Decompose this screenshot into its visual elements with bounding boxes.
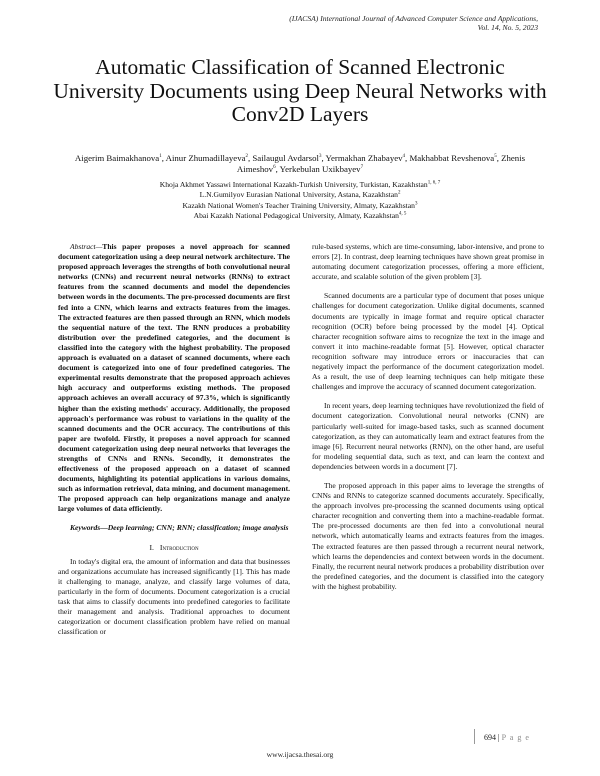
author-name: , Zhenis Aimeshov xyxy=(236,153,526,174)
author-sup: 1 xyxy=(159,154,162,160)
intro-paragraph: In today's digital era, the amount of information and data that businesses and organizations accumulate has increased significantly [1]. This has made it challenging to manage, analyze, and classify large volumes of data, particularly in the form of documents. Document categorization is a crucial task that aims to classify documents into predefined categories to facilitate their management and analysis. Traditional approaches to document categorization or document classification problem have relied on manual classification or xyxy=(58,556,290,637)
body-paragraph: The proposed approach in this paper aims to leverage the strengths of CNNs and RNNs to categorize scanned documents accurately. Specifically, the approach involves pre-processing the scanned documents using optical character recognition and converting them into a machine-readable format. The pre-processed documents are then fed into a convolutional neural network, which automatically learns and extracts features from the images. The extracted features are then passed through a recurrent neural network, which learns the dependencies and context between words in the document. Finally, the recurrent neural network produces a probability distribution over the predefined categories, and the document is classified into the category with the highest probability. xyxy=(312,480,544,591)
affiliation xyxy=(100,180,500,190)
left-column xyxy=(58,242,290,637)
affiliation-sup: 1, 6, 7 xyxy=(427,180,441,186)
section-number: I. xyxy=(149,542,154,552)
affiliation-text: L.N.Gumilyov Eurasian National University, Astana, Kazakhstan xyxy=(199,190,398,200)
author-name: , Ainur Zhumadillayeva xyxy=(161,153,246,163)
abstract xyxy=(58,242,290,515)
affiliation-list xyxy=(100,180,500,221)
affiliation-sup: 4, 5 xyxy=(398,211,407,217)
body-paragraph: In recent years, deep learning techniques have revolutionized the field of document categorization. Convolutional neural networks (CNN) are particularly well-suited for image-based tasks, such as scanned document categorization, as they can automatically learn and extract features from the image [6]. Recurrent neural networks (RNN), on the other hand, are useful for modeling sequential data, such as text, and can learn the context and dependencies between words in a document [7]. xyxy=(312,401,544,471)
section-heading xyxy=(58,543,290,553)
body-paragraph: rule-based systems, which are time-consuming, labor-intensive, and prone to errors [2]. In contrast, deep learning techniques have shown great promise in automating document categorization processes, offering a more efficient, accurate, and scalable solution of the given problem [3]. xyxy=(312,242,544,282)
author-name: Aigerim Baimakhanova xyxy=(74,153,160,163)
abstract-body: This paper proposes a novel approach for scanned document categorization using a deep neural network architecture. The proposed approach leverages the strengths of both convolutional neural networks (CNNs) and recurrent neural networks (RNNs) to extract features from the scanned documents and model the dependencies between words in the documents. The pre-processed documents are first fed into a CNN, which learns and extracts features from the images. The extracted features are then passed through an RNN, which models the sequential nature of the text. The RNN produces a probability distribution over the predefined categories, and the document is classified into the category with the highest probability. The proposed approach is evaluated on a dataset of scanned documents, where each document is categorized into one of four predefined categories. The experimental results demonstrate that the proposed approach achieves high accuracy and outperforms existing methods. The proposed approach achieves an overall accuracy of 97.3%, which is significantly higher than the existing methods' accuracy. Additionally, the proposed approach's performance was robust to variations in the quality of the scanned documents and the OCR accuracy. The contributions of this paper are twofold. Firstly, it proposes a novel approach for scanned document categorization using deep neural networks that leverages the strengths of CNNs and RNNs. Secondly, it demonstrates the effectiveness of the proposed approach on a dataset of scanned documents, highlighting its potential applications in various domains, such as information retrieval, data mining, and document management. The proposed approach can help organizations manage and analyze large volumes of data efficiently. xyxy=(58,242,290,514)
author-sup: 4 xyxy=(402,154,406,160)
affiliation-sup: 3 xyxy=(414,201,418,207)
author-sup: 7 xyxy=(360,164,364,170)
page-number: 694 | P a g e xyxy=(484,733,530,742)
author-list xyxy=(60,153,540,174)
paper-title: Automatic Classification of Scanned Electronic University Documents using Deep Neural Networks with Conv2D Layers xyxy=(53,55,547,126)
author-name: , Yerkebulan Uxikbayev xyxy=(275,163,361,174)
affiliation xyxy=(100,211,500,221)
author-sup: 5 xyxy=(494,154,497,160)
footer-url[interactable]: www.ijacsa.thesai.org xyxy=(266,750,334,759)
keywords: Keywords—Deep learning; CNN; RNN; classification; image analysis xyxy=(70,522,289,532)
page-divider xyxy=(474,729,475,744)
page-number-value: 694 xyxy=(484,733,496,742)
journal-header xyxy=(218,14,538,32)
page-word: P a g e xyxy=(501,733,530,742)
affiliation-text: Khoja Akhmet Yassawi International Kazakh-Turkish University, Turkistan, Kazakhstan xyxy=(159,180,428,189)
affiliation xyxy=(100,190,500,200)
affiliation xyxy=(100,201,500,211)
affiliation-sup: 2 xyxy=(397,190,401,196)
author-name: , Sailaugul Avdarsol xyxy=(248,153,319,163)
abstract-lead: Abstract— xyxy=(70,242,103,251)
author-sup: 6 xyxy=(273,164,276,170)
author-name: , Yermakhan Zhabayev xyxy=(321,153,403,163)
author-name: , Makhabbat Revshenova xyxy=(405,153,495,163)
right-column xyxy=(312,242,544,592)
journal-name: (IJACSA) International Journal of Advanced Computer Science and Applications, xyxy=(289,14,538,23)
body-paragraph: Scanned documents are a particular type of document that poses unique challenges for document categorization. Unlike digital documents, scanned documents are typically in image format and require optical character recognition (OCR) before being processed by the model [4]. Optical character recognition software aims to recognize the text in the image and convert it into machine-readable format [5]. However, optical character recognition software may introduce errors or inaccuracies that can negatively impact the performance of the document categorization model. As a result, the use of deep learning techniques can help mitigate these challenges and improve the accuracy of scanned document categorization. xyxy=(312,291,544,392)
affiliation-text: Abai Kazakh National Pedagogical University, Almaty, Kazakhstan xyxy=(193,210,399,220)
author-sup: 3 xyxy=(318,154,322,160)
affiliation-text: Kazakh National Women's Teacher Training University, Almaty, Kazakhstan xyxy=(182,200,415,210)
journal-volume: Vol. 14, No. 5, 2023 xyxy=(477,23,538,33)
author-sup: 2 xyxy=(245,154,248,160)
section-title: Introduction xyxy=(159,542,199,552)
